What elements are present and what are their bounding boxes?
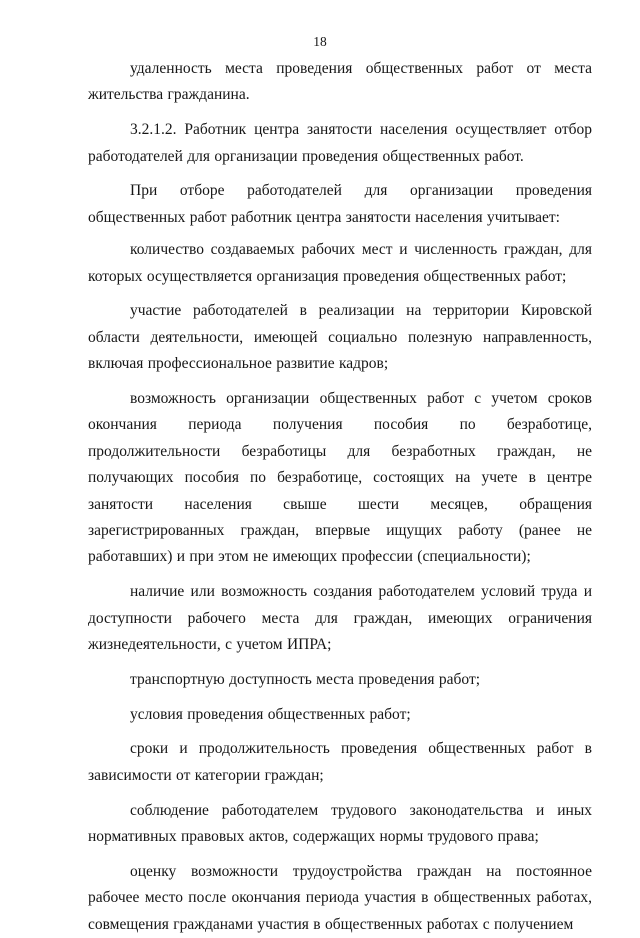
paragraph: сроки и продолжительность проведения общественных работ в зависимости от категории граждан; xyxy=(88,740,592,784)
paragraph: соблюдение работодателем трудового законодательства и иных нормативных правовых актов, содержащих нормы трудового права; xyxy=(88,801,592,846)
paragraph: количество создаваемых рабочих мест и численность граждан, для которых осуществляется организация проведения общественных работ; xyxy=(88,241,592,285)
paragraph: оценку возможности трудоустройства граждан на постоянное рабочее место после окончания периода участия в общественных работах, совмещения гражданами участия в общественных работах с получением xyxy=(88,862,592,933)
page-number: 18 xyxy=(313,34,327,49)
paragraph: условия проведения общественных работ; xyxy=(130,705,411,723)
paragraph: При отборе работодателей для организации проведения общественных работ работник центра занятости населения учитывает: xyxy=(88,182,592,226)
paragraph: наличие или возможность создания работодателем условий труда и доступности рабочего места для граждан, имеющих ограничения жизнедеятельности, с учетом ИПРА; xyxy=(88,583,592,654)
body-text xyxy=(88,56,592,938)
paragraph: участие работодателей в реализации на территории Кировской области деятельности, имеющей социально полезную направленность, включая профессиональное развитие кадров; xyxy=(88,302,592,373)
paragraph: 3.2.1.2. Работник центра занятости населения осуществляет отбор работодателей для организации проведения общественных работ. xyxy=(88,121,592,165)
paragraph: удаленность места проведения общественных работ от места жительства гражданина. xyxy=(88,60,592,104)
paragraph: возможность организации общественных работ с учетом сроков окончания периода получения пособия по безработице, продолжительности безработицы для безработных граждан, не получающих пособия по безработице, состоящих на учете в центре занятости населения свыше шести месяцев, обращения зарегистрированных граждан, впервые ищущих работу (ранее не работавших) и при этом не имеющих профессии (специальности); xyxy=(88,390,592,566)
paragraph: транспортную доступность места проведения работ; xyxy=(130,670,481,688)
